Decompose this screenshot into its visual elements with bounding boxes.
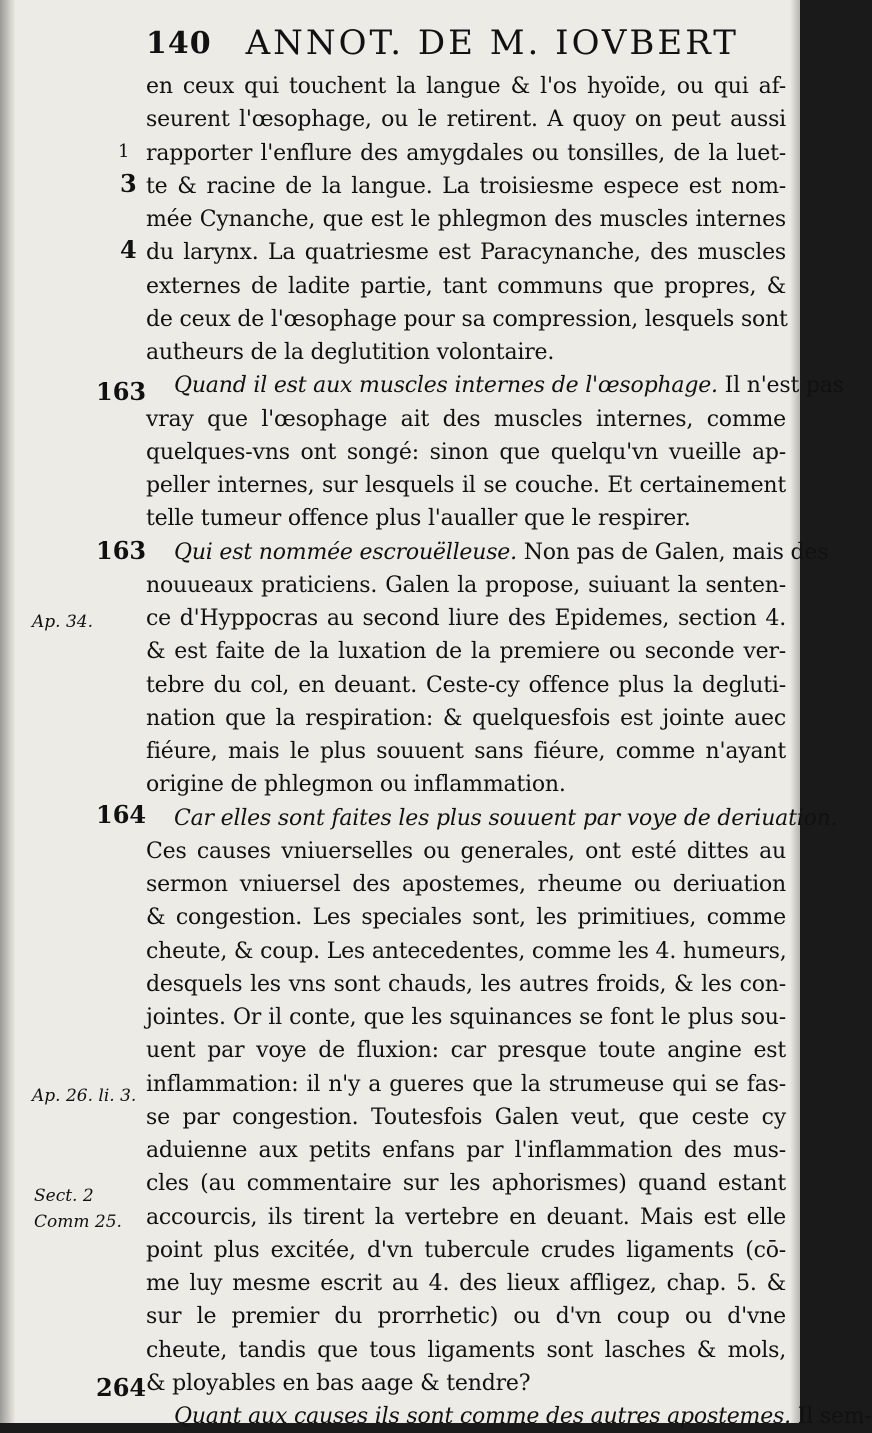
- text-line: [146, 1001, 786, 1034]
- margin-reference: Ap. 34.: [32, 612, 94, 632]
- line-text: cles (au commentaire sur les aphorismes) quand estant: [146, 1171, 786, 1197]
- line-text: telle tumeur offence plus l'aualler que le respirer.: [146, 506, 691, 532]
- margin-note-number: 264: [96, 1373, 147, 1402]
- text-line: [146, 1334, 786, 1367]
- lemma-text: Quant aux causes ils sont comme des autres apostemes.: [174, 1404, 791, 1429]
- margin-reference: Comm 25.: [34, 1212, 122, 1232]
- lemma-line: [146, 369, 844, 402]
- margin-mark: 3: [120, 169, 137, 198]
- text-line: [146, 1201, 786, 1234]
- line-text: du larynx. La quatriesme est Paracynanche, des muscles: [146, 240, 786, 266]
- text-line: [146, 403, 786, 436]
- text-line: [146, 436, 786, 469]
- page-header: [146, 18, 786, 68]
- text-line: [146, 469, 786, 502]
- line-text: autheurs de la deglutition volontaire.: [146, 340, 555, 365]
- margin-mark: 4: [120, 235, 137, 264]
- line-text: peller internes, sur lesquels il se couche. Et certainement: [146, 473, 786, 498]
- line-text: se par congestion. Toutesfois Galen veut, que ceste cy: [146, 1104, 786, 1130]
- text-line: [146, 968, 786, 1001]
- line-text: point plus excitée, d'vn tubercule crudes ligaments (cō-: [146, 1237, 786, 1263]
- text-line: [146, 1134, 786, 1167]
- margin-reference: Ap. 26. li. 3.: [32, 1086, 137, 1106]
- text-line: [146, 1300, 786, 1333]
- line-text: inflammation: il n'y a gueres que la strumeuse qui se fas-: [146, 1071, 786, 1097]
- text-line: [146, 835, 786, 868]
- text-line: [146, 1367, 786, 1400]
- text-line: [146, 935, 786, 968]
- line-text: ce d'Hyppocras au second liure des Epidemes, section 4.: [146, 606, 786, 631]
- line-text: en ceux qui touchent la langue & l'os hyoïde, ou qui af-: [146, 74, 786, 99]
- text-line: [146, 901, 786, 934]
- margin-note-number: 163: [96, 536, 147, 565]
- line-text: seurent l'œsophage, ou le retirent. A quoy on peut aussi: [146, 107, 786, 133]
- line-text: rapporter l'enflure des amygdales ou tonsilles, de la luet-: [146, 140, 786, 166]
- lemma-line: [146, 1400, 872, 1433]
- line-text: & ployables en bas aage & tendre?: [146, 1370, 531, 1396]
- text-line: [146, 303, 786, 336]
- line-text: & est faite de la luxation de la premiere ou seconde ver-: [146, 639, 786, 665]
- text-line: [146, 768, 786, 801]
- lemma-text: Qui est nommée escrouëlleuse.: [174, 539, 517, 565]
- page-gutter-shadow: [0, 0, 16, 1423]
- text-line: [146, 336, 786, 369]
- line-text: sur le premier du prorrhetic) ou d'vn coup ou d'vne: [146, 1304, 786, 1330]
- line-text: cheute, & coup. Les antecedentes, comme les 4. humeurs,: [146, 938, 787, 964]
- text-line: [146, 1234, 786, 1267]
- text-line: [146, 170, 786, 203]
- text-line: [146, 1034, 786, 1067]
- line-text: quelques-vns ont songé: sinon que quelqu'vn vueille ap-: [146, 439, 786, 465]
- margin-note-number: 164: [96, 800, 147, 829]
- text-line: [146, 203, 786, 236]
- line-text: origine de phlegmon ou inflammation.: [146, 772, 566, 798]
- running-head: ANNOT. DE M. IOVBERT: [245, 23, 739, 63]
- line-text: Il sem-: [790, 1404, 872, 1429]
- text-line: [146, 1068, 786, 1101]
- text-line: [146, 868, 786, 901]
- line-text: desquels les vns sont chauds, les autres froids, & les con-: [146, 971, 786, 997]
- line-text: & congestion. Les speciales sont, les primitiues, comme: [146, 905, 786, 931]
- margin-mark: 1: [118, 141, 130, 162]
- lemma-text: Car elles sont faites les plus souuent par voye de deriuation.: [174, 805, 838, 831]
- line-text: aduienne aux petits enfans par l'inflammation des mus-: [146, 1138, 786, 1163]
- text-line: [146, 602, 786, 635]
- line-text: vray que l'œsophage ait des muscles internes, comme: [146, 406, 786, 432]
- line-text: Non pas de Galen, mais des: [516, 539, 829, 565]
- text-line: [146, 502, 786, 535]
- line-text: uent par voye de fluxion: car presque toute angine est: [146, 1038, 786, 1064]
- line-text: de ceux de l'œsophage pour sa compression, lesquels sont: [146, 306, 788, 332]
- line-text: me luy mesme escrit au 4. des lieux affligez, chap. 5. &: [146, 1271, 786, 1296]
- line-text: nouueaux praticiens. Galen la propose, suiuant la senten-: [146, 572, 786, 598]
- line-text: mée Cynanche, que est le phlegmon des muscles internes: [146, 207, 786, 232]
- line-text: Ces causes vniuerselles ou generales, ont esté dittes au: [146, 838, 786, 864]
- line-text: tebre du col, en deuant. Ceste-cy offence plus la degluti-: [146, 672, 786, 698]
- lemma-line: [146, 536, 829, 569]
- text-line: [146, 137, 786, 170]
- text-line: [146, 735, 786, 768]
- line-text: jointes. Or il conte, que les squinances se font le plus sou-: [146, 1005, 786, 1030]
- line-text: nation que la respiration: & quelquesfois est jointe auec: [146, 705, 786, 731]
- margin-reference: Sect. 2: [34, 1186, 94, 1206]
- line-text: externes de ladite partie, tant communs que propres, &: [146, 273, 786, 299]
- line-text: sermon vniuersel des apostemes, rheume ou deriuation: [146, 872, 786, 897]
- body-text: [146, 70, 872, 1433]
- lemma-line: [146, 802, 838, 835]
- text-line: [146, 70, 786, 103]
- line-text: fiéure, mais le plus souuent sans fiéure, comme n'ayant: [146, 739, 786, 764]
- text-line: [146, 1101, 786, 1134]
- page-edge-shadow: [790, 0, 800, 1423]
- line-text: cheute, tandis que tous ligaments sont lasches & mols,: [146, 1337, 786, 1363]
- lemma-text: Quand il est aux muscles internes de l'œsophage.: [174, 373, 718, 399]
- text-line: [146, 236, 786, 269]
- line-text: accourcis, ils tirent la vertebre en deuant. Mais est elle: [146, 1204, 786, 1230]
- text-line: [146, 702, 786, 735]
- text-line: [146, 270, 786, 303]
- text-line: [146, 635, 786, 668]
- text-line: [146, 1167, 786, 1200]
- line-text: Il n'est pas: [717, 373, 844, 399]
- page-number: 140: [146, 25, 212, 61]
- text-line: [146, 669, 786, 702]
- text-line: [146, 103, 786, 136]
- text-line: [146, 569, 786, 602]
- text-line: [146, 1267, 786, 1300]
- line-text: te & racine de la langue. La troisiesme espece est nom-: [146, 173, 786, 199]
- margin-note-number: 163: [96, 377, 147, 406]
